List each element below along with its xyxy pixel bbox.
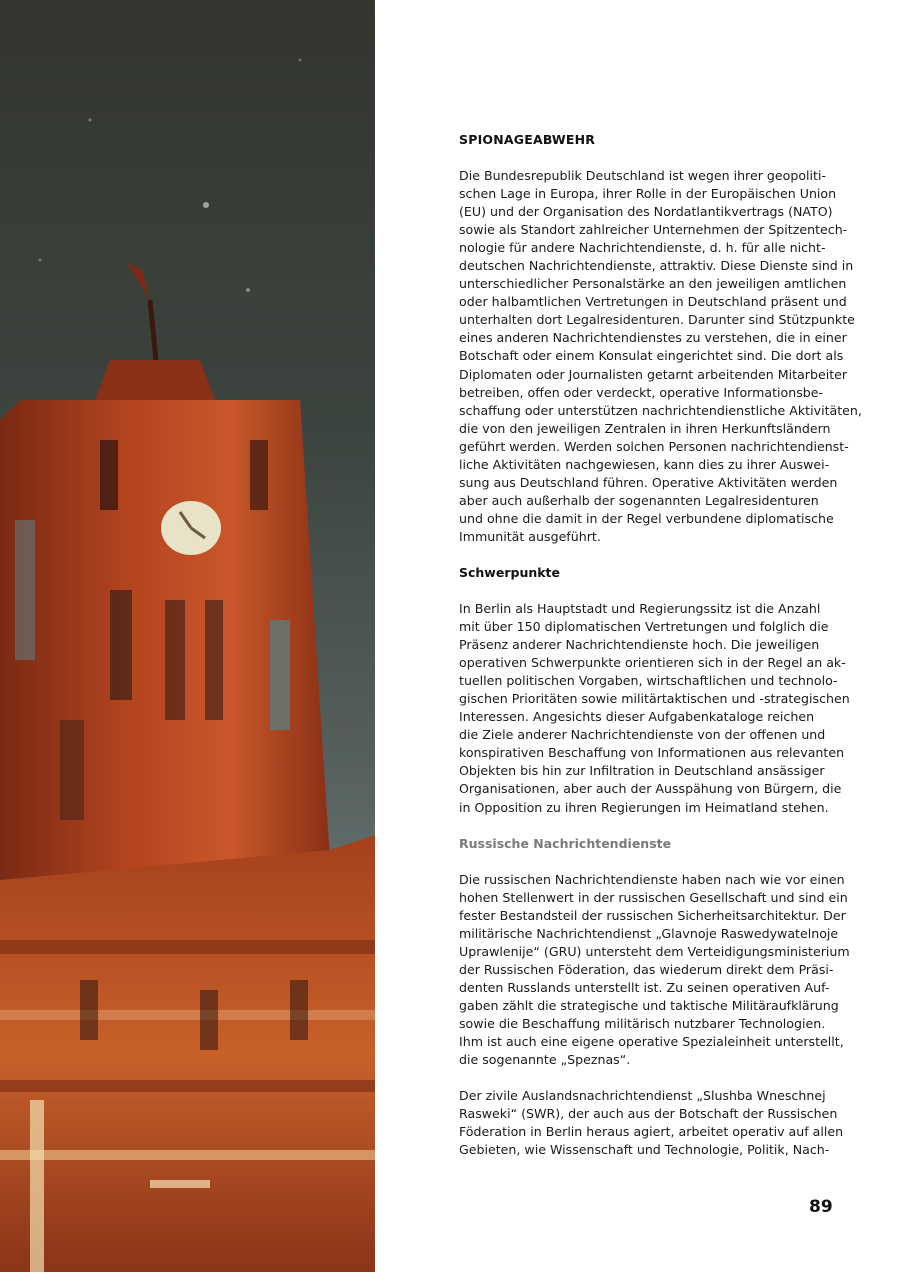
text-line: Föderation in Berlin heraus agiert, arbeitet operativ auf allen (459, 1124, 844, 1140)
text-line: betreiben, offen oder verdeckt, operative Informationsbe- (459, 384, 824, 400)
text-line: die sogenannte „Speznas“. (459, 1052, 631, 1068)
text-line: Objekten bis hin zur Infiltration in Deutschland ansässiger (459, 763, 825, 779)
text-line: nologie für andere Nachrichtendienste, d. h. für alle nicht- (459, 240, 826, 256)
text-line: geführt werden. Werden solchen Personen nachrichtendienst- (459, 438, 849, 454)
text-line: militärische Nachrichtendienst „Glavnoje Raswedywatelnoje (459, 925, 839, 941)
text-line: Organisationen, aber auch der Ausspähung von Bürgern, die (459, 781, 842, 797)
paragraph-russian-services (459, 871, 850, 1070)
text-line: die von den jeweiligen Zentralen in ihren Herkunftsländern (459, 420, 831, 436)
text-line: (EU) und der Organisation des Nordatlantikvertrags (NATO) (459, 204, 833, 220)
text-line: operativen Schwerpunkte orientieren sich in der Regel an ak- (459, 655, 846, 671)
text-line: Präsenz anderer Nachrichtendienste hoch. Die jeweiligen (459, 637, 820, 653)
text-line: Die Bundesrepublik Deutschland ist wegen ihrer geopoliti- (459, 168, 827, 183)
tower-reflection-photo (0, 0, 375, 1272)
paragraph-schwerpunkte (459, 600, 850, 817)
text-line: Interessen. Angesichts dieser Aufgabenkataloge reichen (459, 709, 815, 725)
text-line: schaffung oder unterstützen nachrichtendienstliche Aktivitäten, (459, 402, 862, 418)
text-line: Die russischen Nachrichtendienste haben nach wie vor einen (459, 871, 845, 887)
text-line: Rasweki“ (SWR), der auch aus der Botschaft der Russischen (459, 1106, 838, 1122)
text-line: Diplomaten oder Journalisten getarnt arbeitenden Mitarbeiter (459, 366, 848, 382)
text-line: gaben zählt die strategische und taktische Militäraufklärung (459, 997, 839, 1013)
subheading-russische-nachrichtendienste: Russische Nachrichtendienste (459, 835, 672, 851)
paragraph-intro (459, 167, 862, 546)
text-line: Uprawlenije“ (GRU) untersteht dem Verteidigungsministerium (459, 943, 850, 959)
text-line: fester Bestandsteil der russischen Sicherheitsarchitektur. Der (459, 907, 846, 923)
text-line: aber auch außerhalb der sogenannten Legalresidenturen (459, 492, 819, 508)
text-line: mit über 150 diplomatischen Vertretungen und folglich die (459, 619, 829, 635)
text-line: tuellen politischen Vorgaben, wirtschaftlichen und technolo- (459, 673, 838, 689)
paragraph-swr (459, 1087, 844, 1159)
text-line: liche Aktivitäten nachgewiesen, kann dies zu ihrer Auswei- (459, 456, 830, 472)
text-line: der Russischen Föderation, das wiederum direkt dem Präsi- (459, 961, 834, 977)
text-line: unterschiedlicher Personalstärke an den jeweiligen amtlichen (459, 276, 847, 292)
text-line: eines anderen Nachrichtendienstes zu verstehen, die in einer (459, 330, 847, 346)
photo-illustration (0, 0, 375, 1272)
text-line: Botschaft oder einem Konsulat eingerichtet sind. Die dort als (459, 348, 844, 364)
text-line: deutschen Nachrichtendienste, attraktiv. Diese Dienste sind in (459, 258, 854, 274)
text-line: Immunität ausgeführt. (459, 528, 601, 544)
text-line: gischen Prioritäten sowie militärtaktischen und -strategischen (459, 691, 850, 707)
text-line: oder halbamtlichen Vertretungen in Deutschland präsent und (459, 294, 847, 310)
text-line: Gebieten, wie Wissenschaft und Technologie, Politik, Nach- (459, 1142, 830, 1158)
text-line: sowie als Standort zahlreicher Unternehmen der Spitzentech- (459, 222, 848, 238)
text-line: denten Russlands unterstellt ist. Zu seinen operativen Auf- (459, 979, 830, 995)
text-line: Ihm ist auch eine eigene operative Spezialeinheit unterstellt, (459, 1033, 844, 1049)
text-line: in Opposition zu ihren Regierungen im Heimatland stehen. (459, 799, 829, 815)
text-line: In Berlin als Hauptstadt und Regierungssitz ist die Anzahl (459, 600, 821, 616)
text-line: Der zivile Auslandsnachrichtendienst „Slushba Wneschnej (459, 1088, 826, 1104)
text-line: die Ziele anderer Nachrichtendienste von der offenen und (459, 727, 826, 743)
text-line: und ohne die damit in der Regel verbundene diplomatische (459, 510, 834, 526)
article-column (459, 131, 862, 1159)
text-line: schen Lage in Europa, ihrer Rolle in der Europäischen Union (459, 186, 837, 202)
page-number: 89 (809, 1197, 833, 1217)
text-line: hohen Stellenwert in der russischen Gesellschaft und sind ein (459, 889, 848, 905)
section-heading: SPIONAGEABWEHR (459, 132, 596, 147)
text-line: sung aus Deutschland führen. Operative Aktivitäten werden (459, 474, 838, 490)
text-line: unterhalten dort Legalresidenturen. Darunter sind Stützpunkte (459, 312, 855, 328)
text-line: konspirativen Beschaffung von Informationen aus relevanten (459, 745, 845, 761)
text-line: sowie die Beschaffung militärisch nutzbarer Technologien. (459, 1015, 826, 1031)
subheading-schwerpunkte: Schwerpunkte (459, 564, 561, 580)
